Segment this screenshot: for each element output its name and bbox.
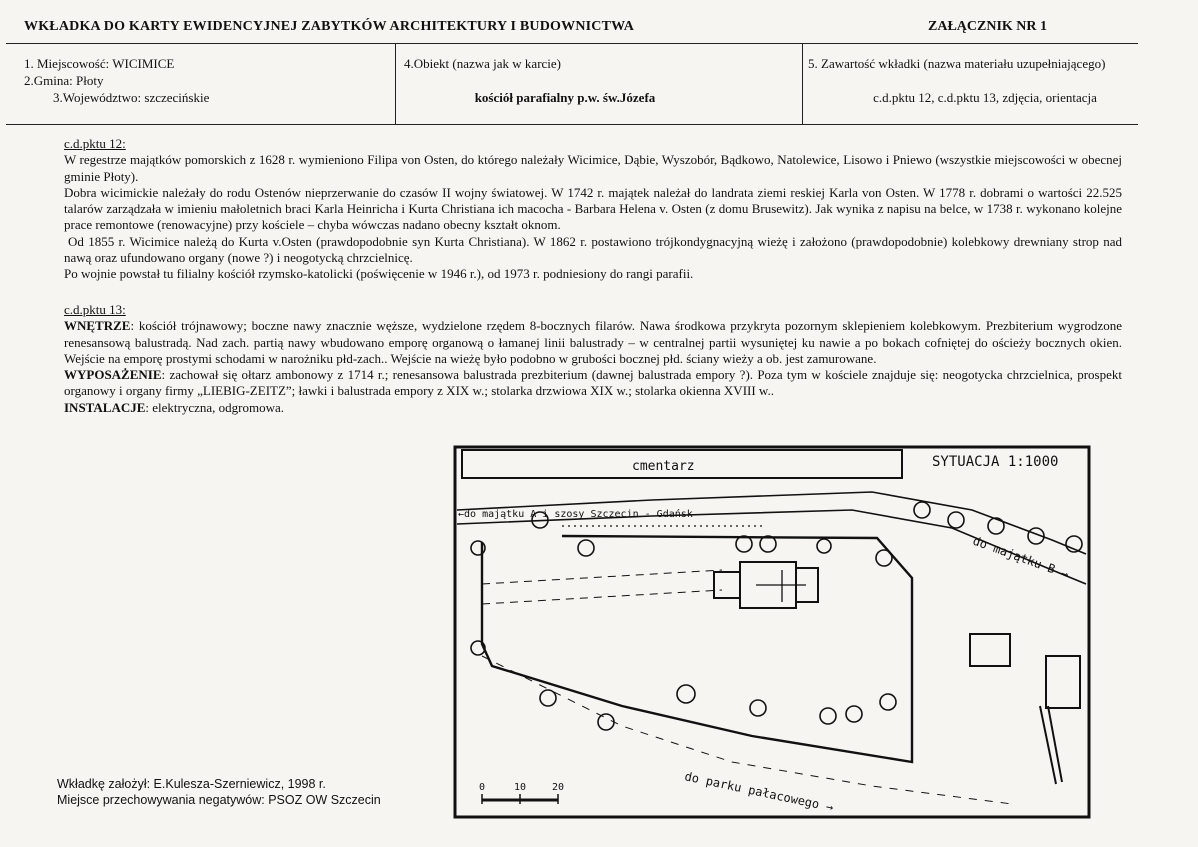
section-12-paragraph: Dobra wicimickie należały do rodu Ostenów nieprzerwanie do czasów II wojny światowej. W 1742 r. majątek należał do landrata ziemi reskiej Karla von Osten. W 1778 r. dobrami o wartości 22.525 talarów zarządzała w imieniu małoletnich braci Karla Heinricha i Kurta Christiana ich macocha - Barbara Helena v. Osten (z domu Brusewitz). Jak wynika z napisu na belce, w 1738 r. wykonano kolejne prace remontowe (renowacyjne) przy kościele – chyba wówczas nadano obecny kształt oknom. [64,184,1122,233]
church-tower [714,572,740,598]
header-bottom-rule [6,124,1138,125]
tree-icon [876,550,892,566]
furnishing-paragraph [64,367,1122,400]
tree-icon [880,694,896,710]
section-12-paragraph: Od 1855 r. Wicimice należą do Kurta v.Osten (prawdopodobnie syn Kurta Christiana). W 1862 r. postawiono trójkondygnacyjną wieżę i założono (prawdopodobnie) kolebkowy drewniany strop nad nawą oraz ufundowano organy (nowe ?) i neogotycką chrzcielnicę. [64,233,1122,266]
province-field: 3.Województwo: szczecińskie [53,90,210,105]
interior-paragraph [64,318,1122,367]
storage-note: Miejsce przechowywania negatywów: PSOZ OW Szczecin [57,793,381,807]
installations-paragraph [64,400,1122,416]
road-south-label: do parku pałacowego → [683,769,835,815]
tree-icon [820,708,836,724]
outbuilding [1046,656,1080,708]
plan-title: SYTUACJA 1:1000 [932,454,1059,470]
object-name: kościół parafialny p.w. św.Józefa [474,90,656,105]
tree-icon [677,685,695,703]
installations-text: : elektryczna, odgromowa. [145,399,285,415]
site-plan-drawing [452,444,1092,824]
tree-icon [817,539,831,553]
outbuilding [970,634,1010,666]
path-line [482,590,722,604]
tree-icon [540,690,556,706]
section-12-heading: c.d.pktu 12: [64,136,126,151]
road-east-label: do majątku B → [970,533,1071,582]
scale-label: 20 [552,782,565,793]
tree-icon [736,536,752,552]
tree-icon [598,714,614,730]
tree-icon [988,518,1004,534]
commune-field: 2.Gmina: Płoty [24,73,104,88]
road-west-label: ←do majątku A i szosy Szczecin - Gdańsk [458,509,693,520]
plan-frame [455,447,1089,817]
cemetery-label: cmentarz [632,459,695,474]
furnishing-label: WYPOSAŻENIE [64,367,162,383]
tree-icon [948,512,964,528]
contents-label: 5. Zawartość wkładki (nazwa materiału uzupełniającego) [808,56,1106,71]
header-divider-1 [395,43,396,125]
header-top-rule [6,43,1138,44]
header-divider-2 [802,43,803,125]
contents-value: c.d.pktu 12, c.d.pktu 13, zdjęcia, orientacja [873,90,1097,105]
scale-label: 10 [514,782,527,793]
document-title: WKŁADKA DO KARTY EWIDENCYJNEJ ZABYTKÓW ARCHITEKTURY I BUDOWNICTWA [24,19,635,34]
section-13 [64,302,1122,416]
tree-icon [578,540,594,556]
installations-label: INSTALACJE [64,399,146,415]
tree-icon [914,502,930,518]
churchyard-wall [482,536,912,762]
section-12-paragraph: W regestrze majątków pomorskich z 1628 r. wymieniono Filipa von Osten, do którego należały Wicimice, Dąbie, Wyszobór, Bądkowo, Natolewice, Lisowo i Pniewo (wszystkie miejscowości w obecnej gminie Płoty). [64,152,1122,184]
attachment-number: ZAŁĄCZNIK NR 1 [928,19,1048,34]
object-label: 4.Obiekt (nazwa jak w karcie) [404,56,562,71]
plan-line [1048,706,1062,782]
tree-icon [846,706,862,722]
tree-icon [750,700,766,716]
interior-label: WNĘTRZE [64,318,131,334]
plan-line [1040,706,1056,784]
furnishing-text: : zachował się ołtarz ambonowy z 1714 r.; renesansowa balustrada prezbiterium (dawnej balustrada empory ?). Poza tym w kościele znajduje się: neogotycka chrzcielnica, prospekt organowy i organy firmy „LIEBIG-ZEITZ”; ławki i balustrada empory z XIX w.; stolarka drzwiowa XIX w.; stolarka okienna XVIII w.. [64,367,1122,399]
path-line [482,570,722,584]
section-13-heading: c.d.pktu 13: [64,302,126,317]
section-12 [64,136,1122,283]
scale-label: 0 [479,782,486,793]
locality-field: 1. Miejscowość: WICIMICE [24,56,175,71]
interior-text: : kościół trójnawowy; boczne nawy znacznie węższe, wydzielone rzędem 8-bocznych filarów. Nawa środkowa przykryta pozornym sklepieniem kolebkowym. Prezbiterium wygrodzone renesansową balustradą. Nad zach. partią nawy wbudowano emporę organową o łamanej linii balustrady – w centralnej partii wysuniętej ku nawie a po bokach cofniętej do ościeży bocznych okien. Wejście na emporę prostymi schodami w narożniku płd-zach.. Wejście na wieżę było podobno w grubości bocznej płd. ściany wieży a ob. jest zamurowane. [64,318,1122,366]
author-note: Wkładkę założył: E.Kulesza-Szerniewicz, 1998 r. [57,777,326,791]
section-12-paragraph: Po wojnie powstał tu filialny kościół rzymsko-katolicki (poświęcenie w 1946 r.), od 1973 r. podniesiony do rangi parafii. [64,266,694,282]
